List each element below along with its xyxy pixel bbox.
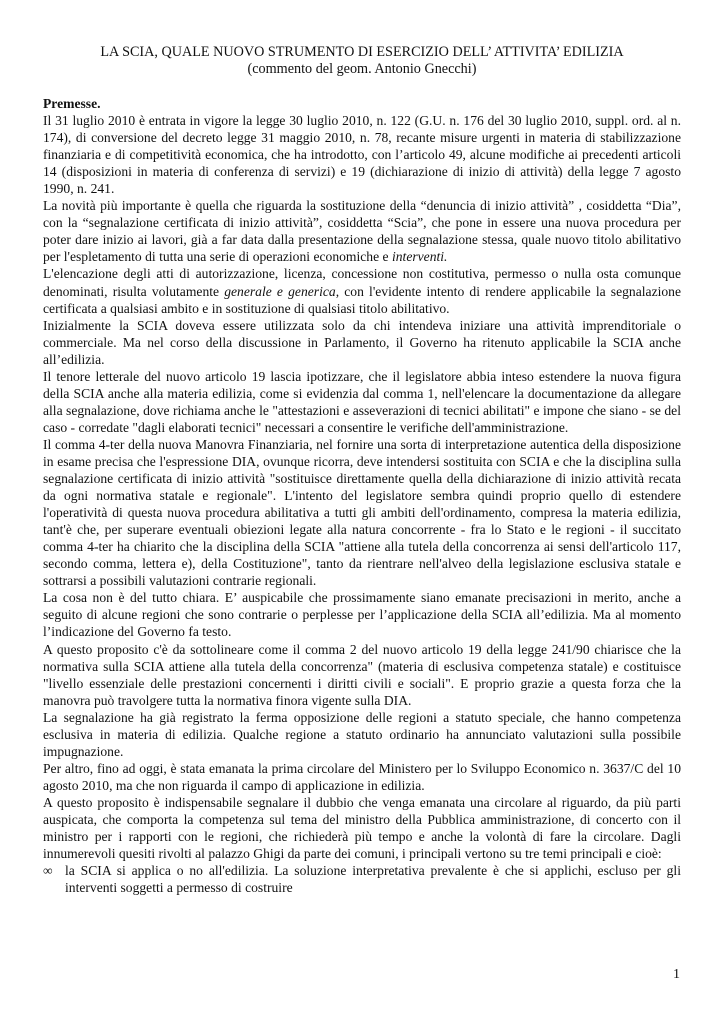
paragraph-4: Inizialmente la SCIA doveva essere utilizzata solo da chi intendeva iniziare una attività imprenditoriale o commerciale. Ma nel corso della discussione in Parlamento, il Governo ha ritenuto applicabile la SCIA anche all’edilizia. bbox=[43, 317, 681, 367]
paragraph-3-italic: generale e generica bbox=[224, 283, 336, 299]
title-block bbox=[0, 44, 724, 78]
paragraph-3-text-b: , con l'evidente intento di rendere applicabile la segnalazione certificata a qualsiasi ambito e in sostituzione di qualsiasi titolo abilitativo. bbox=[43, 283, 682, 316]
paragraph-8: A questo proposito c'è da sottolineare come il comma 2 del nuovo articolo 19 della legge 241/90 chiarisce che la normativa sulla SCIA attiene alla tutela della concorrenza" (materia di esclusiva competenza statale) e costituisce "livello essenziale delle prestazioni concernenti i diritti civili e sociali". E proprio grazie a questa forza che la manovra può travolgere tutta la normativa finora vigente sulla DIA. bbox=[43, 641, 681, 708]
bullet-text: la SCIA si applica o no all'edilizia. La soluzione interpretativa prevalente è che si applichi, escluso per gli interventi soggetti a permesso di costruire bbox=[65, 863, 681, 896]
paragraph-3 bbox=[43, 265, 681, 316]
paragraph-2 bbox=[43, 197, 681, 265]
paragraph-2-text: La novità più importante è quella che riguarda la sostituzione della “denuncia di inizio attività” , cosiddetta “Dia”, con la “segnalazione certificata di inizio attività”, cosiddetta “Scia”, che pone in essere una nuova procedura per poter dare inizio ai lavori, già a far data dalla presentazione della segnalazione stessa, quale nuovo titolo abilitativo per l'espletamento di tutta una serie di operazioni economiche e bbox=[43, 198, 681, 265]
paragraph-7: La cosa non è del tutto chiara. E’ auspicabile che prossimamente siano emanate precisazioni in merito, anche a seguito di alcune regioni che sono contrarie o perplesse per l’applicazione della SCIA all’edilizia. Ma al momento l’indicazione del Governo fa testo. bbox=[43, 590, 681, 640]
paragraph-6: Il comma 4-ter della nuova Manovra Finanziaria, nel fornire una sorta di interpretazione autentica della disposizione in esame precisa che l'espressione DIA, ovunque ricorra, deve intendersi sostituita con SCIA e che la disciplina sulla segnalazione certificata di inizio attività "sostituisce direttamente quella della dichiarazione di inizio attività recata da ogni normativa statale e regionale". L'intento del legislatore sembra quindi proprio quello di estendere l'operatività di questa nuova procedura abilitativa a tutti gli ambiti dell'ordinamento, compresa la materia edilizia, tant'è che, per superare eventuali obiezioni legate alla natura concorrente - fra lo Stato e le regioni - il succitato comma 4-ter ha chiarito che la disciplina della SCIA "attiene alla tutela della concorrenza ai sensi dell'articolo 117, secondo comma, lettera e), della Costituzione", tanto da rientrare nell'alveo della legislazione esclusiva statale e sottrarsi a possibili valutazioni contrarie regionali. bbox=[43, 436, 681, 589]
paragraph-1: Il 31 luglio 2010 è entrata in vigore la legge 30 luglio 2010, n. 122 (G.U. n. 176 del 30 luglio 2010, suppl. ord. al n. 174), di conversione del decreto legge 31 maggio 2010, n. 78, recante misure urgenti in materia di stabilizzazione finanziaria e di competitività economica, che ha introdotto, con l’articolo 49, alcune modifiche ai precedenti articoli 14 (disposizioni in materia di conferenza di servizi) e 19 (dichiarazione di inizio di attività) della legge 7 agosto 1990, n. 241. bbox=[43, 113, 681, 197]
document-subtitle: (commento del geom. Antonio Gnecchi) bbox=[247, 61, 477, 77]
document-title: LA SCIA, QUALE NUOVO STRUMENTO DI ESERCIZIO DELL’ ATTIVITA’ EDILIZIA bbox=[100, 44, 624, 60]
bullet-item bbox=[43, 862, 681, 896]
paragraph-11: A questo proposito è indispensabile segnalare il dubbio che venga emanata una circolare al riguardo, da più parti auspicata, che comporta la competenza sul tema del ministro della Pubblica amministrazione, di concerto con il ministro per i rapporti con le regioni, che richiederà più tempo e anche la volontà di fare la circolare. Dagli innumerevoli quesiti rivolti al palazzo Ghigi da parte dei comuni, i principali vertono su tre temi principali e cioè: bbox=[43, 794, 681, 862]
paragraph-5: Il tenore letterale del nuovo articolo 19 lascia ipotizzare, che il legislatore abbia inteso estendere la nuova figura della SCIA anche alla materia edilizia, come si evidenzia dal comma 1, nell'elencare la documentazione da allegare alla segnalazione, dove richiama anche le "attestazioni e asseverazioni di tecnici abilitati" e impone che siano - se del caso - corredate "dagli elaborati tecnici" necessari a consentire le verifiche dell'amministrazione. bbox=[43, 368, 681, 435]
paragraph-2-italic: interventi. bbox=[391, 249, 448, 265]
document-body bbox=[43, 95, 681, 896]
paragraph-10: Per altro, fino ad oggi, è stata emanata la prima circolare del Ministero per lo Sviluppo Economico n. 3637/C del 10 agosto 2010, ma che non riguarda il campo di applicazione in edilizia. bbox=[43, 760, 681, 793]
section-heading: Premesse. bbox=[43, 96, 101, 111]
paragraph-9: La segnalazione ha già registrato la ferma opposizione delle regioni a statuto speciale, che hanno competenza esclusiva in materia di edilizia. Qualche regione a statuto ordinario ha annunciato valutazioni sulla possibile impugnazione. bbox=[43, 709, 681, 759]
bullet-symbol: ∞ bbox=[43, 863, 53, 879]
paragraph-3-text-a: L'elencazione degli atti di autorizzazione, licenza, concessione non costitutiva, permesso o nulla osta comunque denominati, risulta volutamente bbox=[43, 266, 681, 299]
page-number: 1 bbox=[673, 967, 680, 982]
